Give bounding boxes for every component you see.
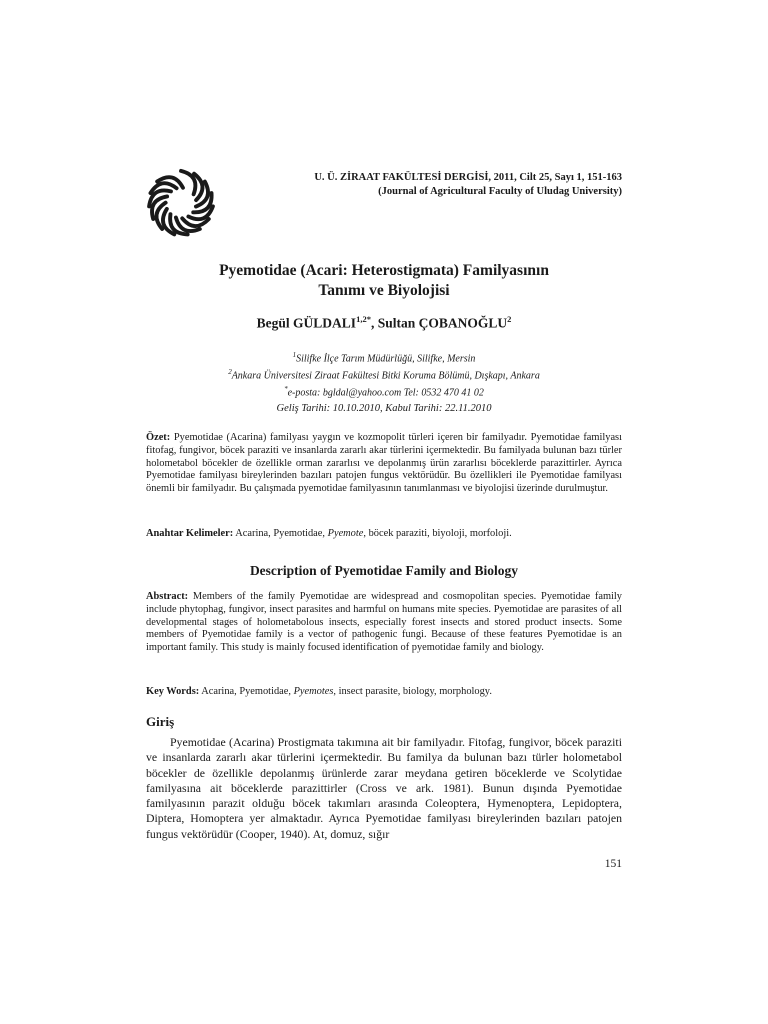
keywords-label: Key Words: bbox=[146, 686, 200, 697]
contact-text: e-posta: bgldal@yahoo.com Tel: 0532 470 41 02 bbox=[287, 386, 484, 398]
author-separator: , bbox=[370, 315, 378, 331]
keywords-text-after: , insect parasite, biology, morphology. bbox=[333, 686, 492, 697]
journal-line-1: U. Ü. ZİRAAT FAKÜLTESİ DERGİSİ, 2011, Cilt 25, Sayı 1, 151-163 bbox=[314, 172, 622, 183]
english-keywords bbox=[146, 686, 622, 699]
journal-line-2: (Journal of Agricultural Faculty of Uludag University) bbox=[378, 186, 622, 197]
turkish-abstract bbox=[146, 432, 622, 496]
author-1-affiliation-marker: 1,2* bbox=[356, 314, 371, 324]
anahtar-label: Anahtar Kelimeler: bbox=[146, 528, 234, 539]
journal-logo-icon bbox=[146, 168, 216, 238]
abstract-text: Members of the family Pyemotidae are widespread and cosmopolitan species. Pyemotidae family include phytophag, fungivor, insect parasites and harmful on humans mite species. Pyemotidae are parasites of all developmental stages of holometabolous insects, especially forest insects and stored product insects. Some members of Pyemotidae family is a vector of pathogenic fungi. Because of these features Pyemotidae is an important family. This study is mainly focused identification of pyemotidae family and biology. bbox=[146, 591, 622, 654]
affiliation-1-text: Silifke İlçe Tarım Müdürlüğü, Silifke, Mersin bbox=[296, 353, 476, 365]
english-abstract bbox=[146, 591, 622, 655]
ozet-label: Özet: bbox=[146, 432, 171, 443]
introduction-text: Pyemotidae (Acarina) Prostigmata takımına ait bir familyadır. Fitofag, fungivor, böcek paraziti ve insanlarda zararlı akar türlerini içermektedir. Bu familya da bulunan bazı türler holometabol böcekler de özellikle depolanmış ürünlerde zarar meydana getiren böceklerde ve Scolytidae familyasına ait böceklerde parazittirler (Cross ve ark. 1981). Bunun dışında Pyemotidae familyasının parazit olduğu böcek takımları arasında Coleoptera, Hymenoptera, Lepidoptera, Diptera, Homoptera yer almaktadır. Ayrıca Pyemotidae familyası bireylerinden bazıları patojen fungus vektörüdür (Cooper, 1940). At, domuz, sığır bbox=[146, 735, 622, 841]
paper-title bbox=[0, 261, 768, 301]
affiliation-2-text: Ankara Üniversitesi Ziraat Fakültesi Bitki Koruma Bölümü, Dışkapı, Ankara bbox=[231, 370, 540, 382]
affiliation-1-marker: 1 bbox=[292, 351, 297, 359]
ozet-text: Pyemotidae (Acarina) familyası yaygın ve kozmopolit türleri içeren bir familyadır. Pyemotidae familyası fitofag, fungivor, böcek paraziti ve insanlarda zararlı akar türlerini içermektedir. Bu familyada bulunan bazı türler holometabol böcekler de özellikle orman zararlısı ve depolanmış ürün zararlısı böceklerde parazittirler. Ayrıca Pyemotidae familyası bireylerinden bazıları patojen fungus vektörüdür. Bu özellikleri ile Pyemotidae familyası önemli bir familyadır. Bu çalışmada pyemotidae familyasının tanımlanması ve biyolojisi üzerinde durulmuştur. bbox=[146, 432, 622, 495]
anahtar-text-before: Acarina, Pyemotidae, bbox=[233, 528, 328, 539]
title-line-2: Tanımı ve Biyolojisi bbox=[318, 282, 450, 299]
keywords-italic-term: Pyemotes bbox=[293, 686, 334, 697]
author-2: Sultan ÇOBANOĞLU bbox=[377, 315, 508, 331]
section-heading-giris: Giriş bbox=[146, 714, 175, 729]
page-number: 151 bbox=[604, 858, 622, 870]
submission-dates: Geliş Tarihi: 10.10.2010, Kabul Tarihi: 22.11.2010 bbox=[276, 403, 492, 414]
journal-header bbox=[314, 171, 622, 199]
author-list bbox=[0, 314, 768, 332]
anahtar-italic-term: Pyemote bbox=[327, 528, 364, 539]
author-1: Begül GÜLDALI bbox=[256, 315, 357, 331]
keywords-text-before: Acarina, Pyemotidae, bbox=[199, 686, 294, 697]
contact-line bbox=[0, 383, 768, 400]
english-title: Description of Pyemotidae Family and Biology bbox=[249, 563, 519, 578]
affiliation-1 bbox=[0, 349, 768, 366]
abstract-label: Abstract: bbox=[146, 591, 189, 602]
title-line-1: Pyemotidae (Acari: Heterostigmata) Familyasının bbox=[219, 262, 549, 279]
affiliations bbox=[0, 349, 768, 399]
affiliation-2 bbox=[0, 366, 768, 383]
affiliation-2-marker: 2 bbox=[228, 367, 232, 376]
introduction-paragraph bbox=[146, 735, 622, 842]
author-2-affiliation-marker: 2 bbox=[507, 314, 512, 324]
anahtar-text-after: , böcek paraziti, biyoloji, morfoloji. bbox=[363, 528, 512, 539]
contact-marker: * bbox=[284, 384, 288, 393]
turkish-keywords bbox=[146, 528, 622, 541]
